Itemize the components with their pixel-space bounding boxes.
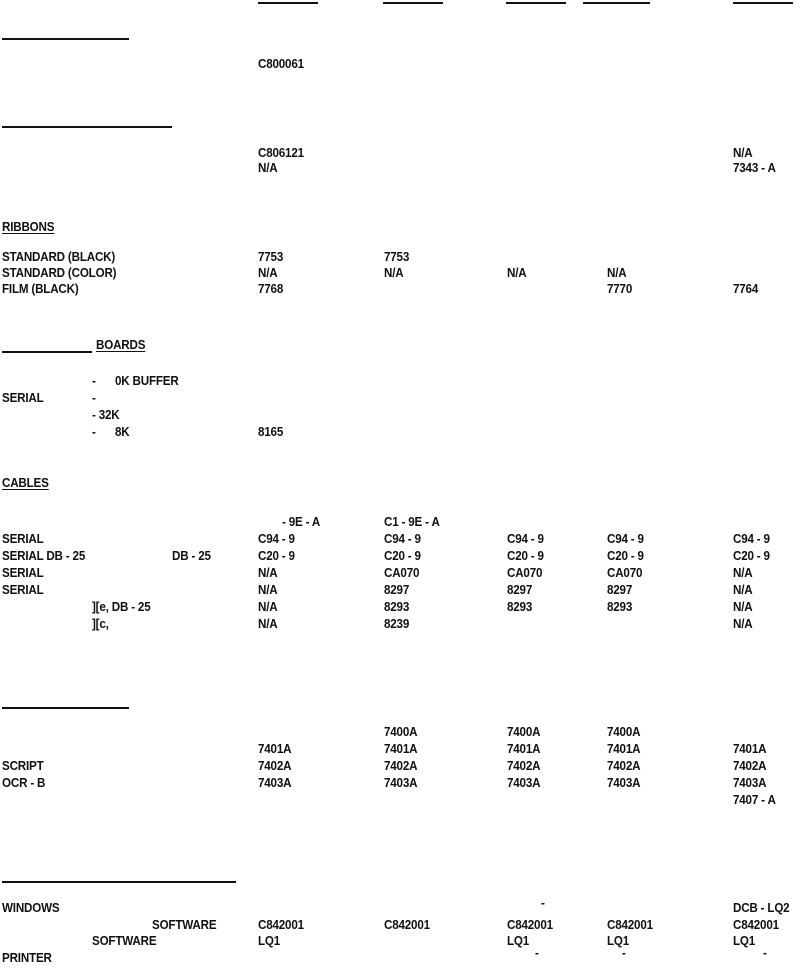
software-windows-c3: -: [541, 896, 545, 910]
software-sw2-c1: LQ1: [258, 934, 281, 948]
row2-c1a: C806121: [258, 146, 304, 160]
software-sw2-c3: LQ1: [507, 934, 530, 948]
section-rule-software: [2, 881, 236, 883]
fonts-r2-c4: 7402A: [607, 759, 641, 773]
column-header-rule-4: [583, 2, 650, 4]
section-rule-2: [2, 126, 172, 128]
cables-r3-label: SERIAL: [2, 566, 44, 580]
software-printer-c3: -: [535, 946, 539, 960]
cables-r2-label2: DB - 25: [172, 549, 211, 563]
section-title-ribbons: RIBBONS: [2, 220, 55, 234]
fonts-r1-c1: 7401A: [258, 742, 292, 756]
ribbon-std-black-c1: 7753: [258, 250, 284, 264]
software-sw1-c3: C842001: [507, 918, 553, 932]
cables-r2-c1: C20 - 9: [258, 549, 295, 563]
fonts-r3-c1: 7403A: [258, 776, 292, 790]
section-title-cables: CABLES: [2, 476, 49, 490]
cables-r3-c3: CA070: [507, 566, 543, 580]
cables-r4-c3: 8297: [507, 583, 533, 597]
fonts-r2-c2: 7402A: [384, 759, 418, 773]
ribbon-std-color-c2: N/A: [384, 266, 404, 280]
column-header-rule-1: [258, 2, 318, 4]
fonts-r2-c3: 7402A: [507, 759, 541, 773]
software-printer-label: PRINTER: [2, 951, 52, 965]
row2-c1b: N/A: [258, 161, 278, 175]
boards-l3: - 32K: [92, 408, 120, 422]
cables-r3-c2: CA070: [384, 566, 420, 580]
software-sw1-c2: C842001: [384, 918, 430, 932]
row2-c5b: 7343 - A: [733, 161, 776, 175]
cables-r1-c3: C94 - 9: [507, 532, 544, 546]
fonts-r2-label: SCRIPT: [2, 759, 44, 773]
cables-r4-c2: 8297: [384, 583, 410, 597]
boards-serial-label: SERIAL: [2, 391, 44, 405]
ribbon-film-black-c5: 7764: [733, 282, 759, 296]
row1-c1: C800061: [258, 57, 304, 71]
cables-r1-c2: C94 - 9: [384, 532, 421, 546]
cables-r5-c4: 8293: [607, 600, 633, 614]
software-sw2-c5: LQ1: [733, 934, 756, 948]
cables-r5-c1: N/A: [258, 600, 278, 614]
fonts-r1-c3: 7401A: [507, 742, 541, 756]
cables-r3-c1: N/A: [258, 566, 278, 580]
fonts-r3-c5: 7403A: [733, 776, 767, 790]
software-sw1-c1: C842001: [258, 918, 304, 932]
software-printer-c4: -: [622, 946, 626, 960]
boards-l4-c1: 8165: [258, 425, 284, 439]
boards-l1-text: 0K BUFFER: [115, 374, 179, 388]
fonts-r1-c4: 7401A: [607, 742, 641, 756]
ribbon-std-color-c3: N/A: [507, 266, 527, 280]
boards-l1-dash: -: [92, 374, 96, 388]
ribbon-film-black-c1: 7768: [258, 282, 284, 296]
ribbon-film-black-label: FILM (BLACK): [2, 282, 79, 296]
section-title-boards: BOARDS: [96, 338, 146, 352]
cables-hdr-c1: - 9E - A: [282, 515, 321, 529]
cables-r5-label: ][e, DB - 25: [92, 600, 151, 614]
fonts-r0-c3: 7400A: [507, 725, 541, 739]
software-windows-label: WINDOWS: [2, 901, 60, 915]
ribbon-std-black-label: STANDARD (BLACK): [2, 250, 116, 264]
column-header-rule-3: [506, 2, 566, 4]
fonts-r0-c2: 7400A: [384, 725, 418, 739]
software-sw1-label: SOFTWARE: [152, 918, 217, 932]
cables-r2-c2: C20 - 9: [384, 549, 421, 563]
fonts-r3-c3: 7403A: [507, 776, 541, 790]
cables-r2-c3: C20 - 9: [507, 549, 544, 563]
software-sw1-c4: C842001: [607, 918, 653, 932]
cables-r1-c4: C94 - 9: [607, 532, 644, 546]
cables-r6-c5: N/A: [733, 617, 753, 631]
ribbon-std-color-c4: N/A: [607, 266, 627, 280]
fonts-r3-c2: 7403A: [384, 776, 418, 790]
row2-c5a: N/A: [733, 146, 753, 160]
ribbon-std-color-label: STANDARD (COLOR): [2, 266, 117, 280]
cables-r5-c3: 8293: [507, 600, 533, 614]
column-header-rule-5: [733, 2, 793, 4]
ribbon-film-black-c4: 7770: [607, 282, 633, 296]
boards-l4-text: 8K: [115, 425, 130, 439]
cables-r1-c5: C94 - 9: [733, 532, 770, 546]
ribbon-std-black-c2: 7753: [384, 250, 410, 264]
software-sw2-c4: LQ1: [607, 934, 630, 948]
cables-r3-c5: N/A: [733, 566, 753, 580]
cables-r2-c4: C20 - 9: [607, 549, 644, 563]
software-sw2-label: SOFTWARE: [92, 934, 157, 948]
cables-hdr-c2: C1 - 9E - A: [384, 515, 440, 529]
software-printer-c5: -: [763, 946, 767, 960]
cables-r6-c1: N/A: [258, 617, 278, 631]
boards-l4-dash: -: [92, 425, 96, 439]
cables-r5-c2: 8293: [384, 600, 410, 614]
cables-r4-c5: N/A: [733, 583, 753, 597]
cables-r4-label: SERIAL: [2, 583, 44, 597]
cables-r5-c5: N/A: [733, 600, 753, 614]
column-header-rule-2: [383, 2, 443, 4]
section-rule-fonts: [2, 707, 129, 709]
fonts-r2-c1: 7402A: [258, 759, 292, 773]
fonts-r1-c5: 7401A: [733, 742, 767, 756]
cables-r2-c5: C20 - 9: [733, 549, 770, 563]
cables-r1-label: SERIAL: [2, 532, 44, 546]
fonts-r3-c4: 7403A: [607, 776, 641, 790]
section-rule-1: [2, 38, 129, 40]
cables-r4-c4: 8297: [607, 583, 633, 597]
fonts-r4-c5: 7407 - A: [733, 793, 776, 807]
cables-r4-c1: N/A: [258, 583, 278, 597]
fonts-r3-label: OCR - B: [2, 776, 46, 790]
ribbon-std-color-c1: N/A: [258, 266, 278, 280]
cables-r1-c1: C94 - 9: [258, 532, 295, 546]
software-sw1-c5: C842001: [733, 918, 779, 932]
section-rule-boards: [2, 351, 92, 353]
fonts-r2-c5: 7402A: [733, 759, 767, 773]
software-windows-c5: DCB - LQ2: [733, 901, 790, 915]
fonts-r0-c4: 7400A: [607, 725, 641, 739]
cables-r6-c2: 8239: [384, 617, 410, 631]
cables-r3-c4: CA070: [607, 566, 643, 580]
cables-r2-label: SERIAL DB - 25: [2, 549, 86, 563]
boards-l2-dash: -: [92, 391, 96, 405]
fonts-r1-c2: 7401A: [384, 742, 418, 756]
cables-r6-label: ][c,: [92, 617, 109, 631]
